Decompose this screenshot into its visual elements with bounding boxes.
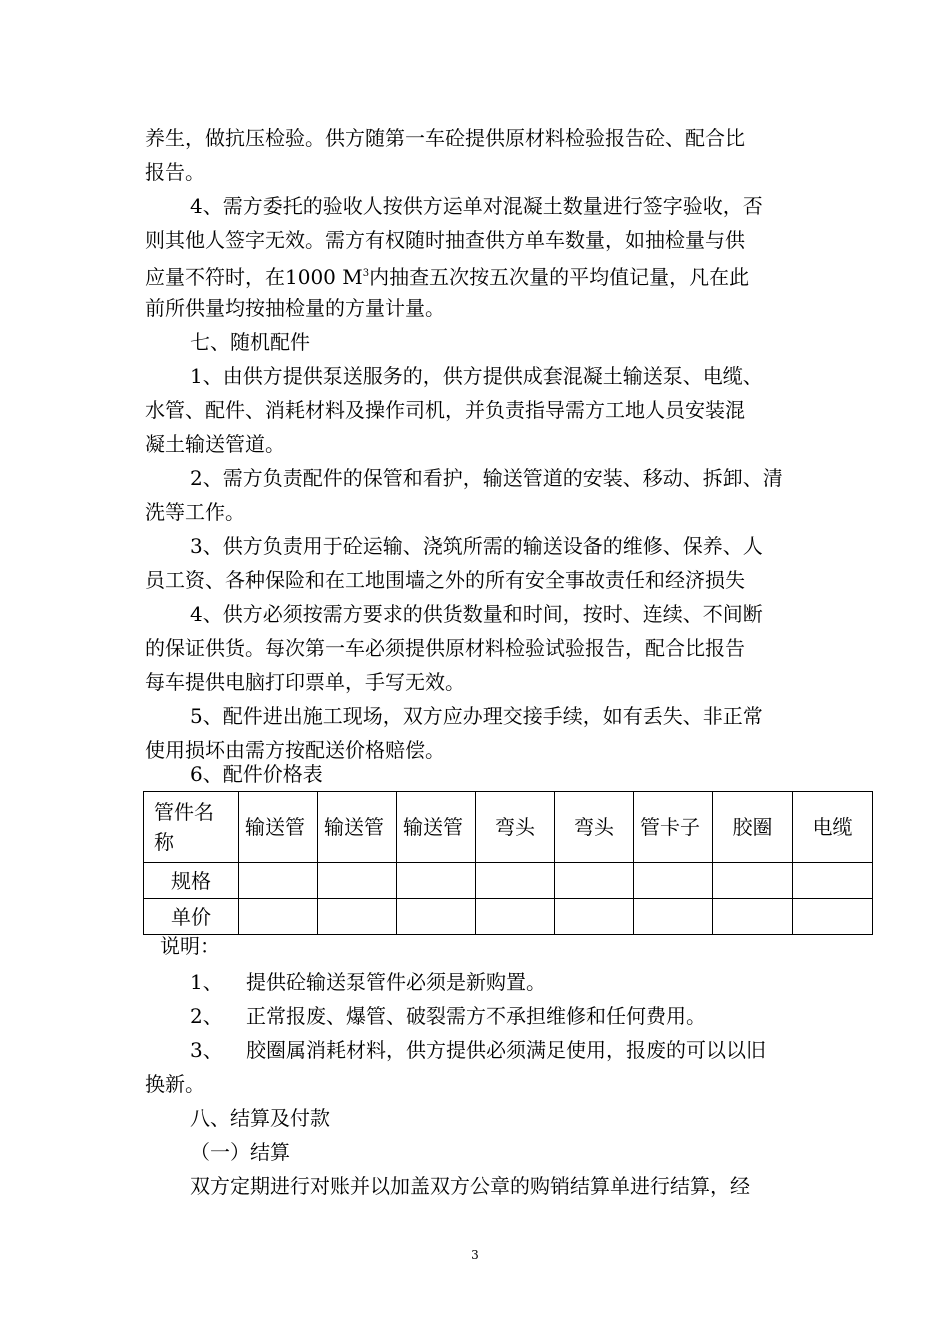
body-line: 4、供方必须按需方要求的供货数量和时间，按时、连续、不间断: [190, 602, 763, 626]
body-line: 双方定期进行对账并以加盖双方公章的购销结算单进行结算，经: [190, 1174, 750, 1198]
body-line: 养生，做抗压检验。供方随第一车砼提供原材料检验报告砼、配合比: [145, 126, 745, 150]
header-cell: 胶圈: [713, 792, 793, 863]
note-text: 胶圈属消耗材料，供方提供必须满足使用，报废的可以以旧: [246, 1038, 766, 1062]
table-row: [144, 863, 873, 899]
header-cell: 输送管: [318, 792, 397, 863]
body-line: 的保证供货。每次第一车必须提供原材料检验试验报告，配合比报告: [145, 636, 745, 660]
body-line: 每车提供电脑打印票单，手写无效。: [145, 670, 465, 694]
table-cell: [318, 863, 397, 899]
body-text: 内抽查五次按五次量的平均值记量，凡在此: [369, 265, 750, 289]
body-line: 前所供量均按抽检量的方量计量。: [145, 296, 445, 320]
header-cell: 电缆: [793, 792, 873, 863]
note-text: 正常报废、爆管、破裂需方不承担维修和任何费用。: [246, 1004, 706, 1028]
header-cell: 管卡子: [634, 792, 713, 863]
body-line: 使用损坏由需方按配送价格赔偿。: [145, 738, 445, 762]
body-line: [145, 257, 825, 294]
body-line: 5、配件进出施工现场，双方应办理交接手续，如有丢失、非正常: [190, 704, 763, 728]
section-heading: 七、随机配件: [190, 330, 310, 354]
body-line: 水管、配件、消耗材料及操作司机，并负责指导需方工地人员安装混: [145, 398, 745, 422]
table-header-row: [144, 792, 873, 863]
body-line: 则其他人签字无效。需方有权随时抽查供方单车数量，如抽检量与供: [145, 228, 745, 252]
body-line: 1、由供方提供泵送服务的，供方提供成套混凝土输送泵、电缆、: [190, 364, 763, 388]
unit-quantity: 1000 M: [285, 265, 363, 289]
table-cell: [476, 863, 555, 899]
note-continuation: 换新。: [145, 1072, 205, 1096]
body-line: 3、供方负责用于砼运输、浇筑所需的输送设备的维修、保养、人: [190, 534, 763, 558]
unit-superscript: 3: [362, 268, 370, 279]
body-line: 报告。: [145, 160, 205, 184]
header-cell: 弯头: [555, 792, 634, 863]
header-cell: 弯头: [476, 792, 555, 863]
subsection-heading: （一）结算: [190, 1140, 290, 1164]
note-number: 1、: [190, 970, 223, 994]
note-text: 提供砼输送泵管件必须是新购置。: [246, 970, 546, 994]
table-cell: [793, 863, 873, 899]
body-line: 2、需方负责配件的保管和看护，输送管道的安装、移动、拆卸、清: [190, 466, 783, 490]
body-line: 员工资、各种保险和在工地围墙之外的所有安全事故责任和经济损失: [145, 568, 745, 592]
body-text: 应量不符时，在: [145, 265, 285, 289]
table-cell: [634, 863, 713, 899]
table-cell: [713, 863, 793, 899]
notes-label: 说明：: [160, 934, 220, 958]
header-cell: 输送管: [397, 792, 476, 863]
table-cell: [239, 863, 318, 899]
row-label: 单价: [144, 899, 239, 935]
section-heading: 八、结算及付款: [190, 1106, 330, 1130]
table-caption: 6、配件价格表: [190, 762, 323, 786]
body-line: 凝土输送管道。: [145, 432, 285, 456]
note-number: 3、: [190, 1038, 223, 1062]
header-cell: 管件名称: [144, 792, 239, 863]
body-line: 4、需方委托的验收人按供方运单对混凝土数量进行签字验收，否: [190, 194, 763, 218]
note-number: 2、: [190, 1004, 223, 1028]
body-line: 洗等工作。: [145, 500, 245, 524]
table-cell: [397, 863, 476, 899]
table-cell: [555, 863, 634, 899]
row-label: 规格: [144, 863, 239, 899]
header-cell: 输送管: [239, 792, 318, 863]
page-number: 3: [471, 1248, 479, 1262]
parts-price-table: [143, 791, 873, 935]
